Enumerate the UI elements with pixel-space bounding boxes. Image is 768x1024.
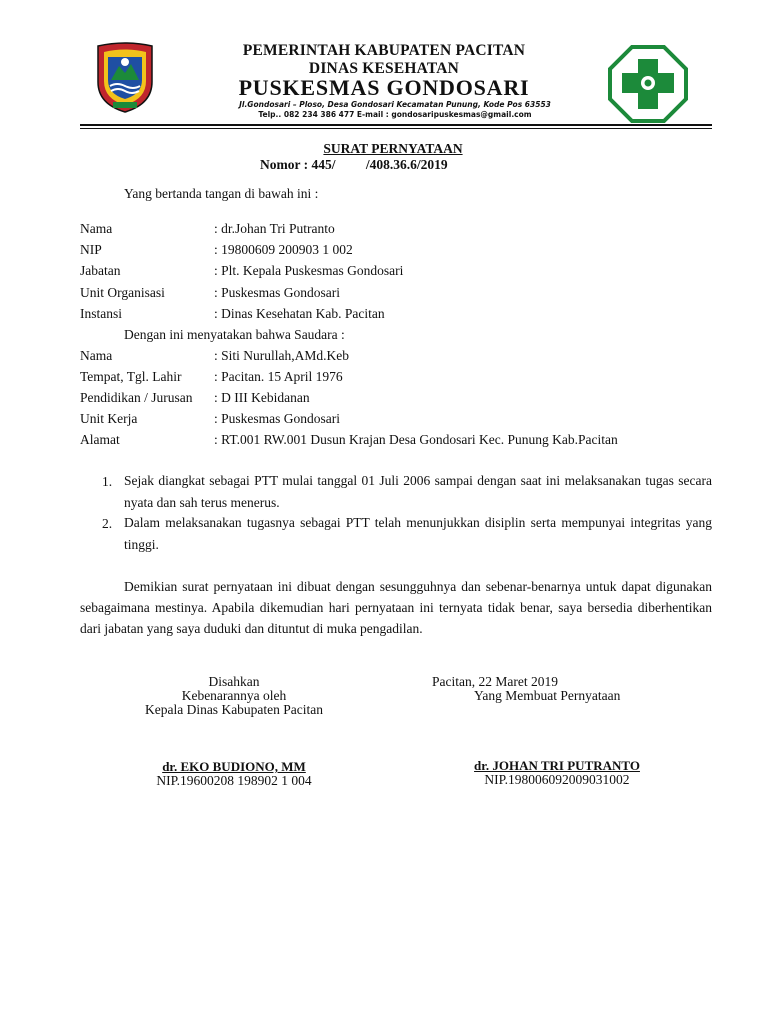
signer-label-name: Nama: [80, 221, 113, 236]
point-number: 2.: [102, 516, 113, 531]
right-signature-nip: NIP.198006092009031002: [484, 772, 630, 787]
signer-label-agency: Instansi: [80, 306, 122, 321]
right-signature-place-date: Pacitan, 22 Maret 2019: [432, 674, 558, 689]
left-signature-line2: Kebenarannya oleh: [181, 688, 287, 703]
letterhead-divider-thick: [80, 124, 712, 126]
subject-label-name: Nama: [80, 348, 113, 363]
point-number: 1.: [102, 474, 113, 489]
left-signature-nip: NIP.19600208 198902 1 004: [156, 773, 312, 788]
letterhead-divider-thin: [80, 128, 712, 129]
document-title: SURAT PERNYATAAN: [323, 141, 463, 156]
subject-label-workplace: Unit Kerja: [80, 411, 138, 426]
subject-value-birth: : Pacitan. 15 April 1976: [214, 369, 343, 384]
right-signature-name: dr. JOHAN TRI PUTRANTO: [474, 758, 640, 773]
right-signature-role: Yang Membuat Pernyataan: [474, 688, 621, 703]
document-number: Nomor : 445/ /408.36.6/2019: [260, 157, 448, 172]
point-text: Dalam melaksanakan tugasnya sebagai PTT telah menunjukkan disiplin serta mempunyai integritas yang tinggi.: [124, 515, 712, 552]
letterhead-address: Jl.Gondosari – Ploso, Desa Gondosari Kecamatan Punung, Kode Pos 63553: [239, 100, 551, 109]
letterhead-contact: Telp.. 082 234 386 477 E-mail : gondosaripuskesmas@gmail.com: [258, 110, 532, 119]
subject-value-address: : RT.001 RW.001 Dusun Krajan Desa Gondosari Kec. Punung Kab.Pacitan: [214, 432, 618, 447]
signer-value-nip: : 19800609 200903 1 002: [214, 242, 353, 257]
left-signature-name: dr. EKO BUDIONO, MM: [162, 759, 306, 774]
signer-value-position: : Plt. Kepala Puskesmas Gondosari: [214, 263, 404, 278]
letterhead-institution: PUSKESMAS GONDOSARI: [238, 75, 530, 100]
subject-value-workplace: : Puskesmas Gondosari: [214, 411, 340, 426]
subject-label-birth: Tempat, Tgl. Lahir: [80, 369, 182, 384]
point-text: Sejak diangkat sebagai PTT mulai tanggal 01 Juli 2006 sampai dengan saat ini melaksanakan tugas secara nyata dan sah terus menerus.: [124, 473, 712, 510]
signer-label-unit: Unit Organisasi: [80, 285, 165, 300]
letterhead-department: DINAS KESEHATAN: [308, 60, 460, 77]
letterhead-government: PEMERINTAH KABUPATEN PACITAN: [242, 42, 526, 59]
signer-value-agency: : Dinas Kesehatan Kab. Pacitan: [214, 306, 385, 321]
subject-label-education: Pendidikan / Jurusan: [80, 390, 193, 405]
signer-label-nip: NIP: [80, 242, 102, 257]
signer-label-position: Jabatan: [80, 263, 121, 278]
signer-value-name: : dr.Johan Tri Putranto: [214, 221, 335, 236]
left-signature-line3: Kepala Dinas Kabupaten Pacitan: [144, 702, 324, 717]
intro-text: Yang bertanda tangan di bawah ini :: [124, 186, 319, 201]
declaration-intro: Dengan ini menyatakan bahwa Saudara :: [124, 327, 345, 342]
closing-paragraph: Demikian surat pernyataan ini dibuat dengan sesungguhnya dan sebenar-benarnya untuk dapat digunakan sebagaimana mestinya. Apabila dikemudian hari pernyataan ini ternyata tidak benar, saya bersedia diberhentikan dari jabatan yang saya duduki dan dituntut di muka pengadilan.: [80, 579, 712, 636]
subject-value-name: : Siti Nurullah,AMd.Keb: [214, 348, 349, 363]
subject-value-education: : D III Kebidanan: [214, 390, 310, 405]
signer-value-unit: : Puskesmas Gondosari: [214, 285, 340, 300]
left-signature-line1: Disahkan: [208, 674, 260, 689]
subject-label-address: Alamat: [80, 432, 120, 447]
